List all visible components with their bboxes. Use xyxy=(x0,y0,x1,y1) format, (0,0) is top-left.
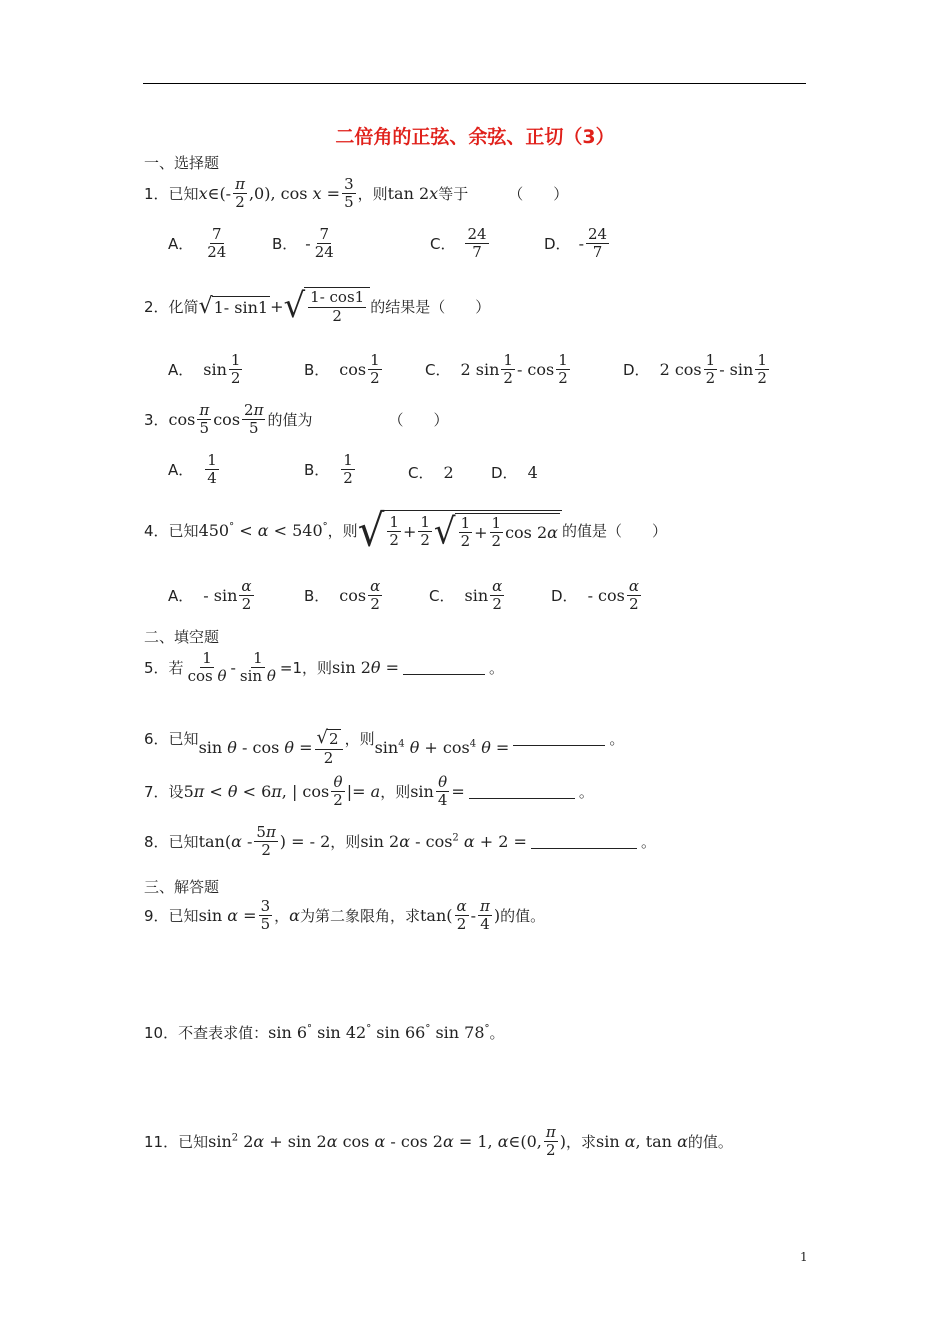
q8-answer-blank[interactable] xyxy=(531,834,637,849)
q3-option-d: D． 4 xyxy=(491,463,538,482)
question-5: 5． 若 $\frac{1}{\text{cos θ}}$ - $\frac{1}{\text{sin θ}}$ =1，则 sin 2θ = 。 xyxy=(144,649,505,686)
question-6: 6． 已知 sin θ - cos θ = √ 2 2 ，则 $\sin^4 \theta + \cos^4 \theta$ = 。 xyxy=(144,727,625,767)
q6-answer-blank[interactable] xyxy=(513,731,605,746)
page-number: 1 xyxy=(800,1250,808,1264)
question-8: 8． 已知 tan(α - $\frac{5\pi}{2}$ ) = - 2 ，则 $\sin 2\alpha - \cos^2 \alpha + 2$ = 。 xyxy=(144,823,656,860)
q2-option-d: D． 2 cos $\frac{1}{2}$ - sin $\frac{1}{2}$ xyxy=(623,351,767,388)
section-answer: 三、解答题 xyxy=(144,878,220,896)
q1-option-d: D． - $\frac{24}{7}$ xyxy=(544,225,608,262)
section-fill: 二、填空题 xyxy=(144,628,220,646)
q3-option-b: B． $\frac{1}{2}$ xyxy=(304,451,353,488)
question-1: 1． 已知 x∈(- $\frac{\pi}{2}$ ,0), cos x = $\frac{3}{5}$ ，则 tan 2x 等于 （ ） xyxy=(144,175,569,212)
page-title: 二倍角的正弦、余弦、正切（3） xyxy=(335,126,615,148)
q3-option-c: C． 2 xyxy=(408,463,454,482)
q2-option-b: B． cos $\frac{1}{2}$ xyxy=(304,351,380,388)
q1-option-a: A． $\frac{7}{24}$ xyxy=(168,225,227,262)
q5-answer-blank[interactable] xyxy=(403,660,485,675)
question-4: 4． 已知 450° < α < 540° ，则 √ $\frac{1}{2}$ + $\frac{1}{2}$ √ $\frac{1}{2}$ + $\frac{1}{2}$ cos 2α 的值是（ ） xyxy=(144,504,667,557)
question-11: 11． 已知 $\sin^2 2\alpha + \sin 2\alpha$ cos α - cos 2α = 1, α∈(0, $\frac{\pi}{2}$ ) ，求 sin α, tan α 的值。 xyxy=(144,1123,733,1160)
q4-option-b: B． cos $\frac{\alpha}{2}$ xyxy=(304,577,381,614)
question-2: 2． 化简 √ 1- sin1 + √ $\frac{1- \cos 1}{2}$ 的结果是（ ） xyxy=(144,286,491,326)
q2-option-c: C． 2 sin $\frac{1}{2}$ - cos $\frac{1}{2}$ xyxy=(425,351,568,388)
q4-option-a: A． - sin $\frac{\alpha}{2}$ xyxy=(168,577,252,614)
q4-option-d: D． - cos $\frac{\alpha}{2}$ xyxy=(551,577,639,614)
q7-answer-blank[interactable] xyxy=(469,784,575,799)
q1-option-b: B． - $\frac{7}{24}$ xyxy=(272,225,334,262)
q1-option-c: C． $\frac{24}{7}$ xyxy=(430,225,487,262)
q3-option-a: A． $\frac{1}{4}$ xyxy=(168,451,217,488)
question-9: 9． 已知 sin α = $\frac{3}{5}$ ， α 为第二象限角，求 tan( $\frac{\alpha}{2}$ - $\frac{\pi}{4}$ ) 的值。 xyxy=(144,897,546,934)
section-choice: 一、选择题 xyxy=(144,154,220,172)
q2-option-a: A． sin $\frac{1}{2}$ xyxy=(168,351,241,388)
question-7: 7． 设 5π < θ < 6π, | cos $\frac{\theta}{2}$ |= a ，则 sin $\frac{\theta}{4}$ = 。 xyxy=(144,773,594,810)
question-3: 3． cos $\frac{\pi}{5}$ cos $\frac{2\pi}{5}$ 的值为 （ ） xyxy=(144,401,449,438)
header-rule xyxy=(143,83,806,84)
question-10: 10． 不查表求值： sin 6° sin 42° sin 66° sin 78° 。 xyxy=(144,1023,505,1042)
q4-option-c: C． sin $\frac{\alpha}{2}$ xyxy=(429,577,503,614)
